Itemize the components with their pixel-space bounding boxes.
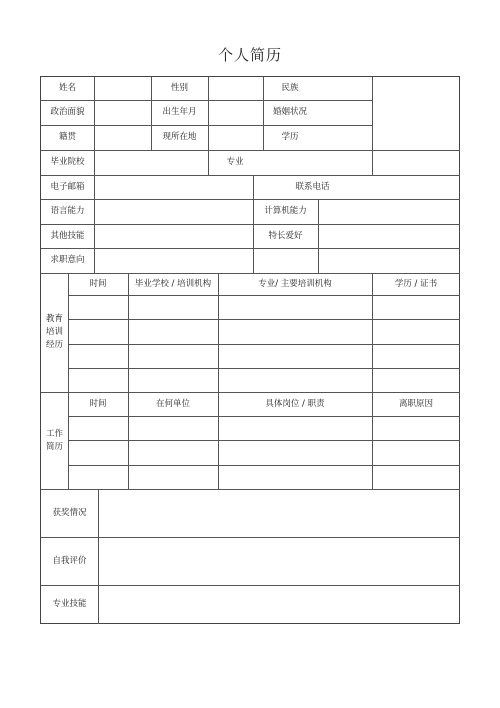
hobbies-field[interactable] (319, 224, 460, 248)
gender-field[interactable] (209, 77, 263, 100)
ethnicity-field[interactable] (318, 77, 372, 100)
edu-header-time: 时间 (89, 278, 107, 289)
edu-header-major: 专业/ 主要培训机构 (258, 278, 332, 289)
education-rows[interactable] (69, 296, 460, 392)
phone-field[interactable] (319, 175, 460, 199)
gender-label: 性别 (170, 83, 188, 93)
education-section-label: 教育 培训 经历 (45, 314, 63, 350)
school-field[interactable] (95, 150, 208, 175)
edu-header-degree: 学历 / 证书 (394, 278, 438, 289)
political-field[interactable] (95, 100, 151, 125)
language-field[interactable] (95, 199, 253, 224)
work-header-employer: 在何单位 (155, 398, 190, 409)
work-header-leave-reason: 离职原因 (398, 398, 433, 409)
pro-skills-label: 专业技能 (52, 599, 87, 609)
other-skills-field[interactable] (95, 224, 253, 248)
resume-table (40, 76, 460, 624)
awards-field[interactable] (99, 489, 460, 537)
work-rows[interactable] (69, 417, 460, 489)
other-skills-label: 其他技能 (50, 230, 85, 241)
page-title: 个人简历 (217, 46, 282, 64)
native-place-field[interactable] (95, 125, 151, 150)
education-field[interactable] (318, 125, 372, 150)
photo-area[interactable] (373, 77, 460, 175)
language-label: 语言能力 (50, 206, 85, 216)
pro-skills-field[interactable] (99, 585, 460, 624)
birth-label: 出生年月 (162, 107, 197, 117)
work-header-time: 时间 (89, 398, 107, 409)
ethnicity-label: 民族 (281, 83, 299, 93)
major-field[interactable] (263, 150, 372, 175)
phone-label: 联系电话 (295, 181, 330, 192)
native-place-label: 籍贯 (58, 132, 76, 142)
residence-field[interactable] (209, 125, 263, 150)
awards-label: 获奖情况 (52, 507, 87, 518)
name-field[interactable] (95, 77, 151, 100)
political-label: 政治面貌 (50, 107, 85, 117)
school-label: 毕业院校 (50, 157, 85, 167)
job-intent-field[interactable] (95, 248, 460, 273)
work-section-label: 工作 简历 (45, 428, 63, 452)
self-eval-label: 自我评价 (52, 555, 87, 566)
name-label: 姓名 (58, 83, 76, 93)
job-intent-label: 求职意向 (50, 255, 85, 265)
education-label: 学历 (281, 132, 299, 142)
computer-label: 计算机能力 (264, 206, 307, 216)
computer-field[interactable] (319, 199, 460, 224)
email-field[interactable] (95, 175, 253, 199)
hobbies-label: 特长爱好 (268, 230, 303, 241)
work-header-duties: 具体岗位 / 职责 (265, 398, 325, 409)
major-label: 专业 (226, 157, 244, 167)
residence-label: 现所在地 (162, 132, 197, 142)
marital-field[interactable] (318, 100, 372, 125)
edu-header-school: 毕业学校 / 培训机构 (134, 278, 212, 289)
birth-field[interactable] (209, 100, 263, 125)
email-label: 电子邮箱 (50, 181, 85, 192)
self-eval-field[interactable] (99, 537, 460, 585)
marital-label: 婚姻状况 (272, 107, 307, 117)
